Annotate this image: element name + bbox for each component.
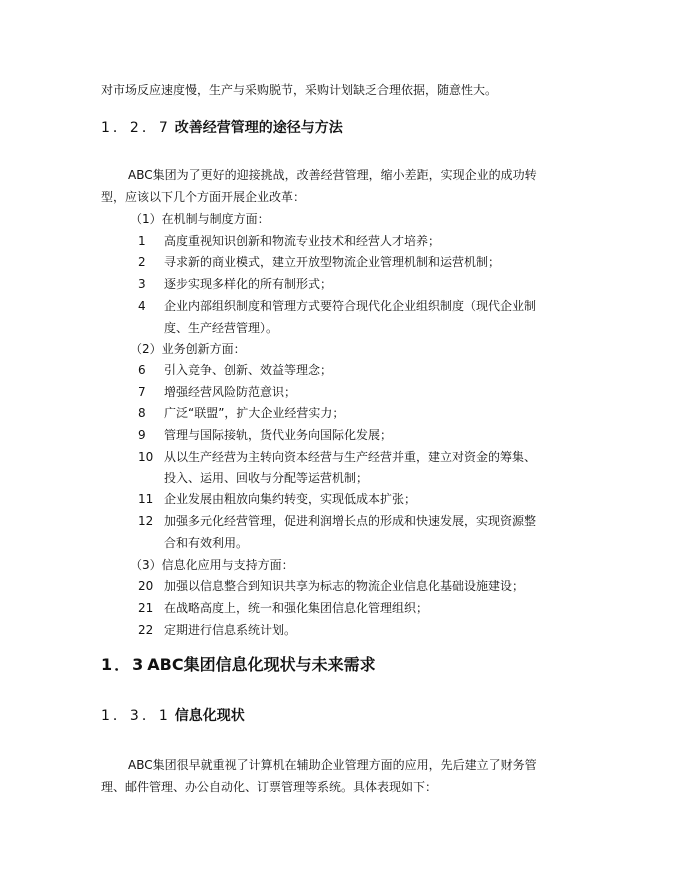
paragraph-2-line-2: 理、邮件管理、办公自动化、订票管理等系统。具体表现如下：: [101, 780, 438, 794]
list-item-continuation: 投入、运用、回收与分配等运营机制；: [164, 471, 369, 485]
list-item-text: 从以生产经营为主转向资本经营与生产经营并重，建立对资金的筹集、: [164, 450, 537, 464]
list-item-number: 21: [138, 601, 154, 615]
list-item-text: 企业内部组织制度和管理方式要符合现代化企业组织制度（现代企业制: [164, 299, 537, 313]
list-item: [138, 233, 440, 249]
list-item-number: 11: [138, 492, 154, 506]
section-number: 1．3: [101, 655, 146, 674]
list-item-number: 9: [138, 428, 146, 442]
paragraph-2-line-1: ABC集团很早就重视了计算机在辅助企业管理方面的应用，先后建立了财务管: [128, 758, 537, 772]
list-item-number: 20: [138, 579, 154, 593]
list-item-text: 逐步实现多样化的所有制形式；: [164, 277, 333, 291]
section-title: ABC集团信息化现状与未来需求: [147, 655, 376, 674]
list-item-number: 3: [138, 277, 146, 291]
list-item: [138, 449, 536, 465]
list-item: [138, 384, 296, 400]
list-item: [138, 298, 536, 314]
list-item-text: 引入竞争、创新、效益等理念；: [164, 363, 333, 377]
section-title: 信息化现状: [174, 708, 245, 724]
group-3-heading: （3）信息化应用与支持方面：: [130, 558, 294, 572]
section-1-2-7-heading: [101, 118, 343, 138]
list-item-text: 加强以信息整合到知识共享为标志的物流企业信息化基础设施建设；: [164, 579, 525, 593]
list-item-number: 4: [138, 299, 146, 313]
list-item: [138, 276, 332, 292]
list-item-number: 2: [138, 255, 146, 269]
list-item: [138, 491, 416, 507]
list-item-text: 管理与国际接轨，货代业务向国际化发展；: [164, 428, 393, 442]
intro-tail-text: 对市场反应速度慢，生产与采购脱节，采购计划缺乏合理依据，随意性大。: [101, 83, 498, 97]
list-item-text: 增强经营风险防范意识；: [164, 385, 297, 399]
list-item-continuation: 度、生产经营管理）。: [164, 321, 279, 335]
section-number: 1．3．1: [101, 708, 171, 724]
section-number: 1．2．7: [101, 120, 171, 136]
section-1-3-heading: [101, 654, 376, 676]
section-title: 改善经营管理的途径与方法: [174, 120, 343, 136]
paragraph-1-line-2: 型，应该以下几个方面开展企业改革：: [101, 190, 306, 204]
list-item-text: 企业发展由粗放向集约转变，实现低成本扩张；: [164, 492, 417, 506]
list-item: [138, 622, 296, 638]
list-item: [138, 405, 344, 421]
list-item-number: 1: [138, 234, 146, 248]
list-item-number: 6: [138, 363, 146, 377]
list-item-number: 8: [138, 406, 146, 420]
group-1-heading: （1）在机制与制度方面：: [130, 212, 270, 226]
list-item-text: 广泛“联盟”，扩大企业经营实力；: [164, 406, 345, 420]
group-2-heading: （2）业务创新方面：: [130, 342, 246, 356]
list-item-number: 7: [138, 385, 146, 399]
list-item-number: 12: [138, 514, 154, 528]
list-item: [138, 427, 392, 443]
list-item-number: 10: [138, 450, 154, 464]
section-1-3-1-heading: [101, 706, 245, 726]
list-item-text: 定期进行信息系统计划。: [164, 623, 297, 637]
list-item: [138, 513, 536, 529]
paragraph-1-line-1: ABC集团为了更好的迎接挑战，改善经营管理，缩小差距，实现企业的成功转: [128, 168, 537, 182]
list-item-text: 加强多元化经营管理，促进利润增长点的形成和快速发展，实现资源整: [164, 514, 537, 528]
list-item: [138, 600, 428, 616]
list-item-text: 在战略高度上，统一和强化集团信息化管理组织；: [164, 601, 429, 615]
list-item-text: 高度重视知识创新和物流专业技术和经营人才培养；: [164, 234, 441, 248]
list-item-text: 寻求新的商业模式，建立开放型物流企业管理机制和运营机制；: [164, 255, 501, 269]
list-item: [138, 362, 332, 378]
list-item: [138, 254, 500, 270]
list-item: [138, 578, 524, 594]
list-item-continuation: 合和有效利用。: [164, 536, 249, 550]
list-item-number: 22: [138, 623, 154, 637]
